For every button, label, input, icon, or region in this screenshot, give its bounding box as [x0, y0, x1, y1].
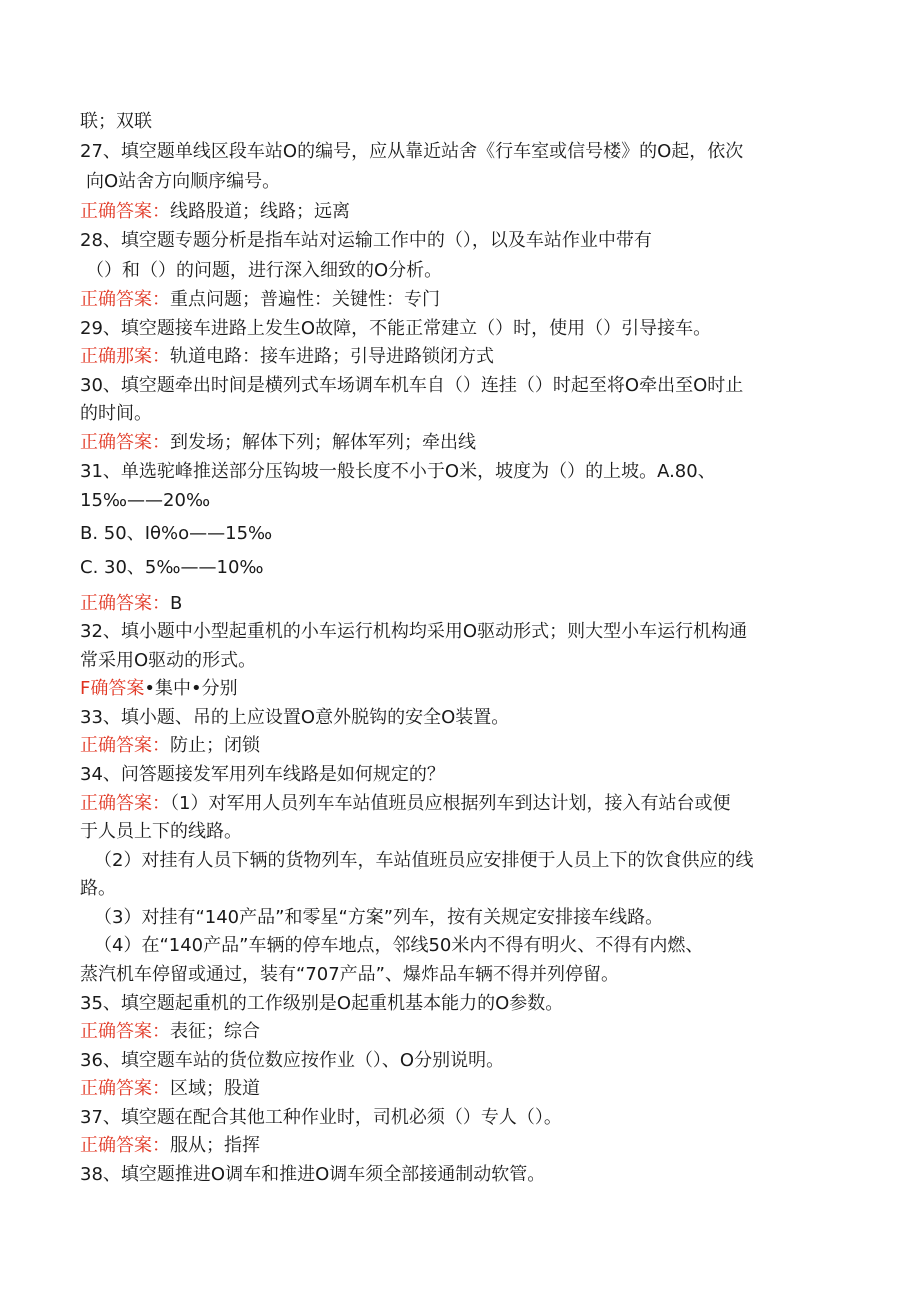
answer-text: 轨道电路：接车进路；引导进路锁闭方式 — [170, 346, 494, 367]
text-line: （4）在“140产品”车辆的停车地点，邻线50米内不得有明火、不得有内燃、 — [94, 935, 704, 956]
answer-text: 线路股道；线路；远离 — [170, 201, 350, 222]
answer-text: 区域；股道 — [170, 1078, 260, 1099]
answer-label: F确答案 — [80, 678, 145, 699]
text-line: 的时间。 — [80, 403, 152, 424]
text-line: 联；双联 — [80, 111, 152, 132]
answer-label: 正确答案： — [80, 593, 170, 614]
answer-35 — [80, 1020, 260, 1044]
question-34: 34、问答题接发军用列车线路是如何规定的？ — [80, 764, 445, 785]
text-line: 常采用O驱动的形式。 — [80, 650, 257, 671]
text-line: 向O站舍方向顺序编号。 — [86, 171, 281, 192]
answer-text: 到发场；解体下列；解体军列；牵出线 — [170, 432, 476, 453]
question-30: 30、填空题牵出时间是横列式车场调车机车自（）连挂（）时起至将O牵出至O时止 — [80, 375, 744, 396]
answer-label: 正确答案： — [80, 201, 170, 222]
question-32: 32、填小题中小型起重机的小车运行机构均采用O驱动形式；则大型小车运行机构通 — [80, 621, 748, 642]
question-29: 29、填空题接车进路上发生O故障，不能正常建立（）时，使用（）引导接车。 — [80, 318, 712, 339]
answer-label: 正确那案： — [80, 346, 170, 367]
option-a-cont: 15‰——20‰ — [80, 490, 211, 511]
answer-30 — [80, 431, 476, 455]
text-line: （3）对挂有“140产品”和零星“方案”列车，按有关规定安排接车线路。 — [94, 907, 664, 928]
question-37: 37、填空题在配合其他工种作业时，司机必须（）专人（）。 — [80, 1107, 562, 1128]
answer-31 — [80, 592, 182, 616]
answer-36 — [80, 1077, 260, 1101]
answer-label: 正确答案： — [80, 1135, 170, 1156]
answer-text: 表征；综合 — [170, 1021, 260, 1042]
answer-text: （1）对军用人员列车车站值班员应根据列车到达计划，接入有站台或便 — [170, 793, 731, 814]
text-line: 路。 — [80, 878, 116, 899]
answer-text: B — [170, 593, 183, 614]
text-line: 蒸汽机车停留或通过，装有“707产品”、爆炸品车辆不得并列停留。 — [80, 964, 620, 985]
answer-28 — [80, 288, 440, 312]
question-33: 33、填小题、吊的上应设置O意外脱钩的安全O装置。 — [80, 707, 510, 728]
text-line: （2）对挂有人员下辆的货物列车，车站值班员应安排便于人员上下的饮食供应的线 — [94, 850, 754, 871]
answer-label: 正确答案： — [80, 289, 170, 310]
question-31: 31、单选驼峰推送部分压钩坡一般长度不小于O米，坡度为（）的上坡。A.80、 — [80, 461, 716, 482]
question-36: 36、填空题车站的货位数应按作业（）、O分别说明。 — [80, 1050, 505, 1071]
text-line: 于人员上下的线路。 — [80, 821, 242, 842]
answer-text: 重点问题；普遍性：关键性：专门 — [170, 289, 440, 310]
text-line: （）和（）的问题，进行深入细致的O分析。 — [86, 260, 443, 281]
answer-text: 防止；闭锁 — [170, 735, 260, 756]
answer-label: 正确答案： — [80, 735, 170, 756]
answer-33 — [80, 734, 260, 758]
answer-label: 正确答案： — [80, 1021, 170, 1042]
answer-label: 正确答案： — [80, 1078, 170, 1099]
answer-37 — [80, 1134, 260, 1158]
answer-label: 正确答案： — [80, 432, 170, 453]
answer-text: •集中•分别 — [144, 678, 238, 699]
answer-text: 服从；指挥 — [170, 1135, 260, 1156]
answer-34 — [80, 792, 730, 816]
question-28: 28、填空题专题分析是指车站对运输工作中的（），以及车站作业中带有 — [80, 230, 652, 251]
answer-29 — [80, 345, 494, 369]
question-35: 35、填空题起重机的工作级别是O起重机基本能力的O参数。 — [80, 993, 564, 1014]
option-b: B. 50、Iθ%o——15‰ — [80, 523, 273, 544]
answer-label: 正确答案： — [80, 793, 170, 814]
answer-32 — [80, 677, 238, 701]
question-38: 38、填空题推进O调车和推进O调车须全部接通制动软管。 — [80, 1164, 546, 1185]
question-27: 27、填空题单线区段车站O的编号，应从靠近站舍《行车室或信号楼》的O起，依次 — [80, 141, 744, 162]
option-c: C. 30、5‰——10‰ — [80, 557, 264, 578]
answer-27 — [80, 200, 350, 224]
